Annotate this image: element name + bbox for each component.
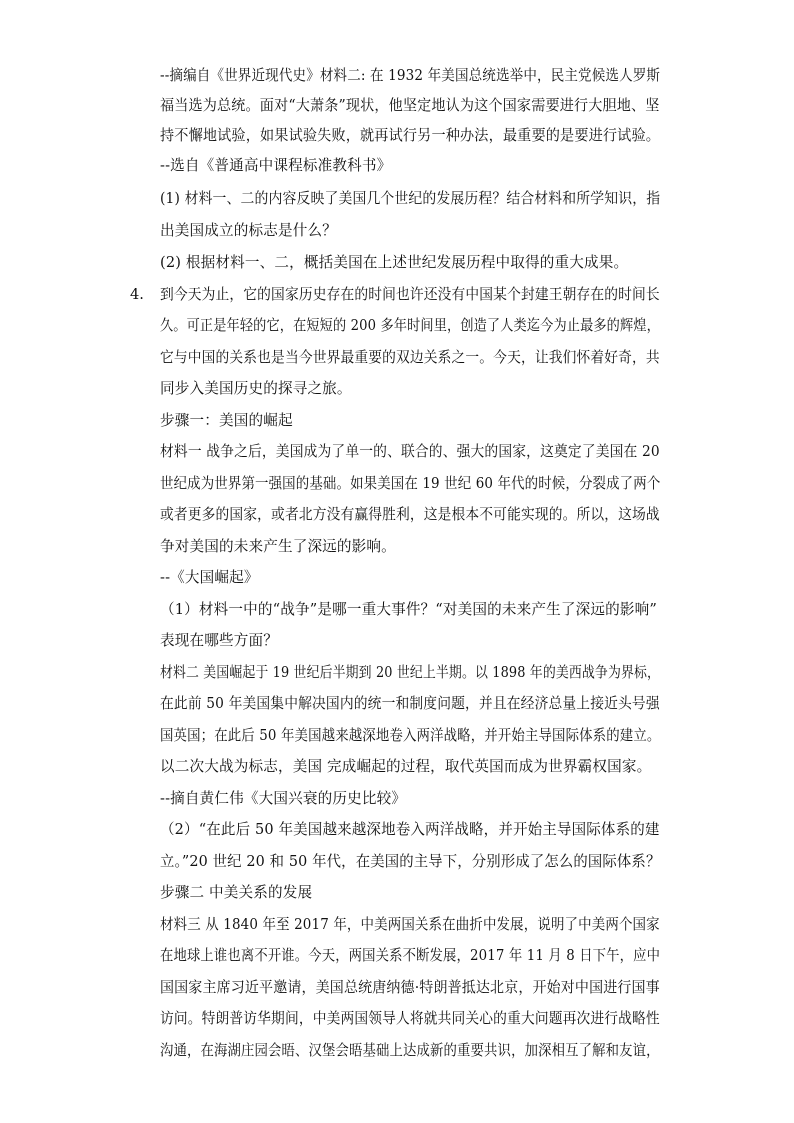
text-line: 世纪成为世界第一强国的基础。如果美国在 19 世纪 60 年代的时候，分裂成了两个 xyxy=(160,475,661,492)
text-line: 国国家主席习近平邀请，美国总统唐纳德·特朗普抵达北京，开始对中国进行国事 xyxy=(160,979,660,996)
text-line: 材料二 美国崛起于 19 世纪后半期到 20 世纪上半期。以 1898 年的美西战争为界标， xyxy=(160,664,661,681)
text-line: 访问。特朗普访华期间，中美两国领导人将就共同关心的重大问题再次进行战略性 xyxy=(160,1010,660,1027)
text-line: 福当选为总统。面对“大萧条”现状，他坚定地认为这个国家需要进行大胆地、坚 xyxy=(160,97,660,114)
question-number: 4. xyxy=(130,286,144,303)
text-line: 在此前 50 年美国集中解决国内的统一和制度问题，并且在经济总量上接近头号强 xyxy=(160,695,660,712)
source-line: --摘自黄仁伟《大国兴衰的历史比较》 xyxy=(160,790,407,807)
question-line: (1) 材料一、二的内容反映了美国几个世纪的发展历程？结合材料和所学知识，指 xyxy=(160,190,661,207)
question-line: （2）“在此后 50 年美国越来越深地卷入两洋战略，并开始主导国际体系的建 xyxy=(160,821,660,838)
question-line: 立。”20 世纪 20 和 50 年代，在美国的主导下，分别形成了怎么的国际体系？ xyxy=(160,853,661,870)
text-line: 材料一 战争之后，美国成为了单一的、联合的、强大的国家，这奠定了美国在 20 xyxy=(160,443,660,460)
text-line: 久。可正是年轻的它，在短短的 200 多年时间里，创造了人类迄今为止最多的辉煌， xyxy=(160,317,660,334)
text-line: 它与中国的关系也是当今世界最重要的双边关系之一。今天，让我们怀着好奇，共 xyxy=(160,349,660,366)
text-line: 材料三 从 1840 年至 2017 年，中美两国关系在曲折中发展，说明了中美两个国家 xyxy=(160,916,660,933)
step-heading: 步骤一：美国的崛起 xyxy=(160,412,293,429)
question-line: （1）材料一中的“战争”是哪一重大事件？“对美国的未来产生了深远的影响” xyxy=(160,601,657,618)
step-heading: 步骤二 中美关系的发展 xyxy=(160,884,313,901)
text-line: 在地球上谁也离不开谁。今天，两国关系不断发展，2017 年 11 月 8 日下午，应中 xyxy=(160,947,661,964)
text-line: 国英国；在此后 50 年美国越来越深地卷入两洋战略，并开始主导国际体系的建立。 xyxy=(160,727,661,744)
text-line: 同步入美国历史的探寻之旅。 xyxy=(160,380,352,397)
text-line: --选自《普通高中课程标准教科书》 xyxy=(160,157,392,174)
question-line: (2) 根据材料一、二，概括美国在上述世纪发展历程中取得的重大成果。 xyxy=(160,254,629,271)
text-line: 以二次大战为标志，美国 完成崛起的过程，取代英国而成为世界霸权国家。 xyxy=(160,758,652,775)
source-line: --《大国崛起》 xyxy=(160,569,259,586)
question-line: 表现在哪些方面？ xyxy=(160,632,278,649)
text-line: 或者更多的国家，或者北方没有赢得胜利，这是根本不可能实现的。所以，这场战 xyxy=(160,506,660,523)
text-line: --摘编自《世界近现代史》材料二: 在 1932 年美国总统选举中，民主党候选人罗斯 xyxy=(160,67,661,84)
text-line: 争对美国的未来产生了深远的影响。 xyxy=(160,538,396,555)
text-line: 到今天为止，它的国家历史存在的时间也许还没有中国某个封建王朝存在的时间长 xyxy=(160,286,660,303)
text-line: 沟通，在海湖庄园会晤、汉堡会晤基础上达成新的重要共识，加深相互了解和友谊， xyxy=(160,1042,660,1059)
text-line: 持不懈地试验，如果试验失败，就再试行另一种办法，最重要的是要进行试验。 xyxy=(160,127,661,144)
question-line: 出美国成立的标志是什么？ xyxy=(160,222,337,239)
